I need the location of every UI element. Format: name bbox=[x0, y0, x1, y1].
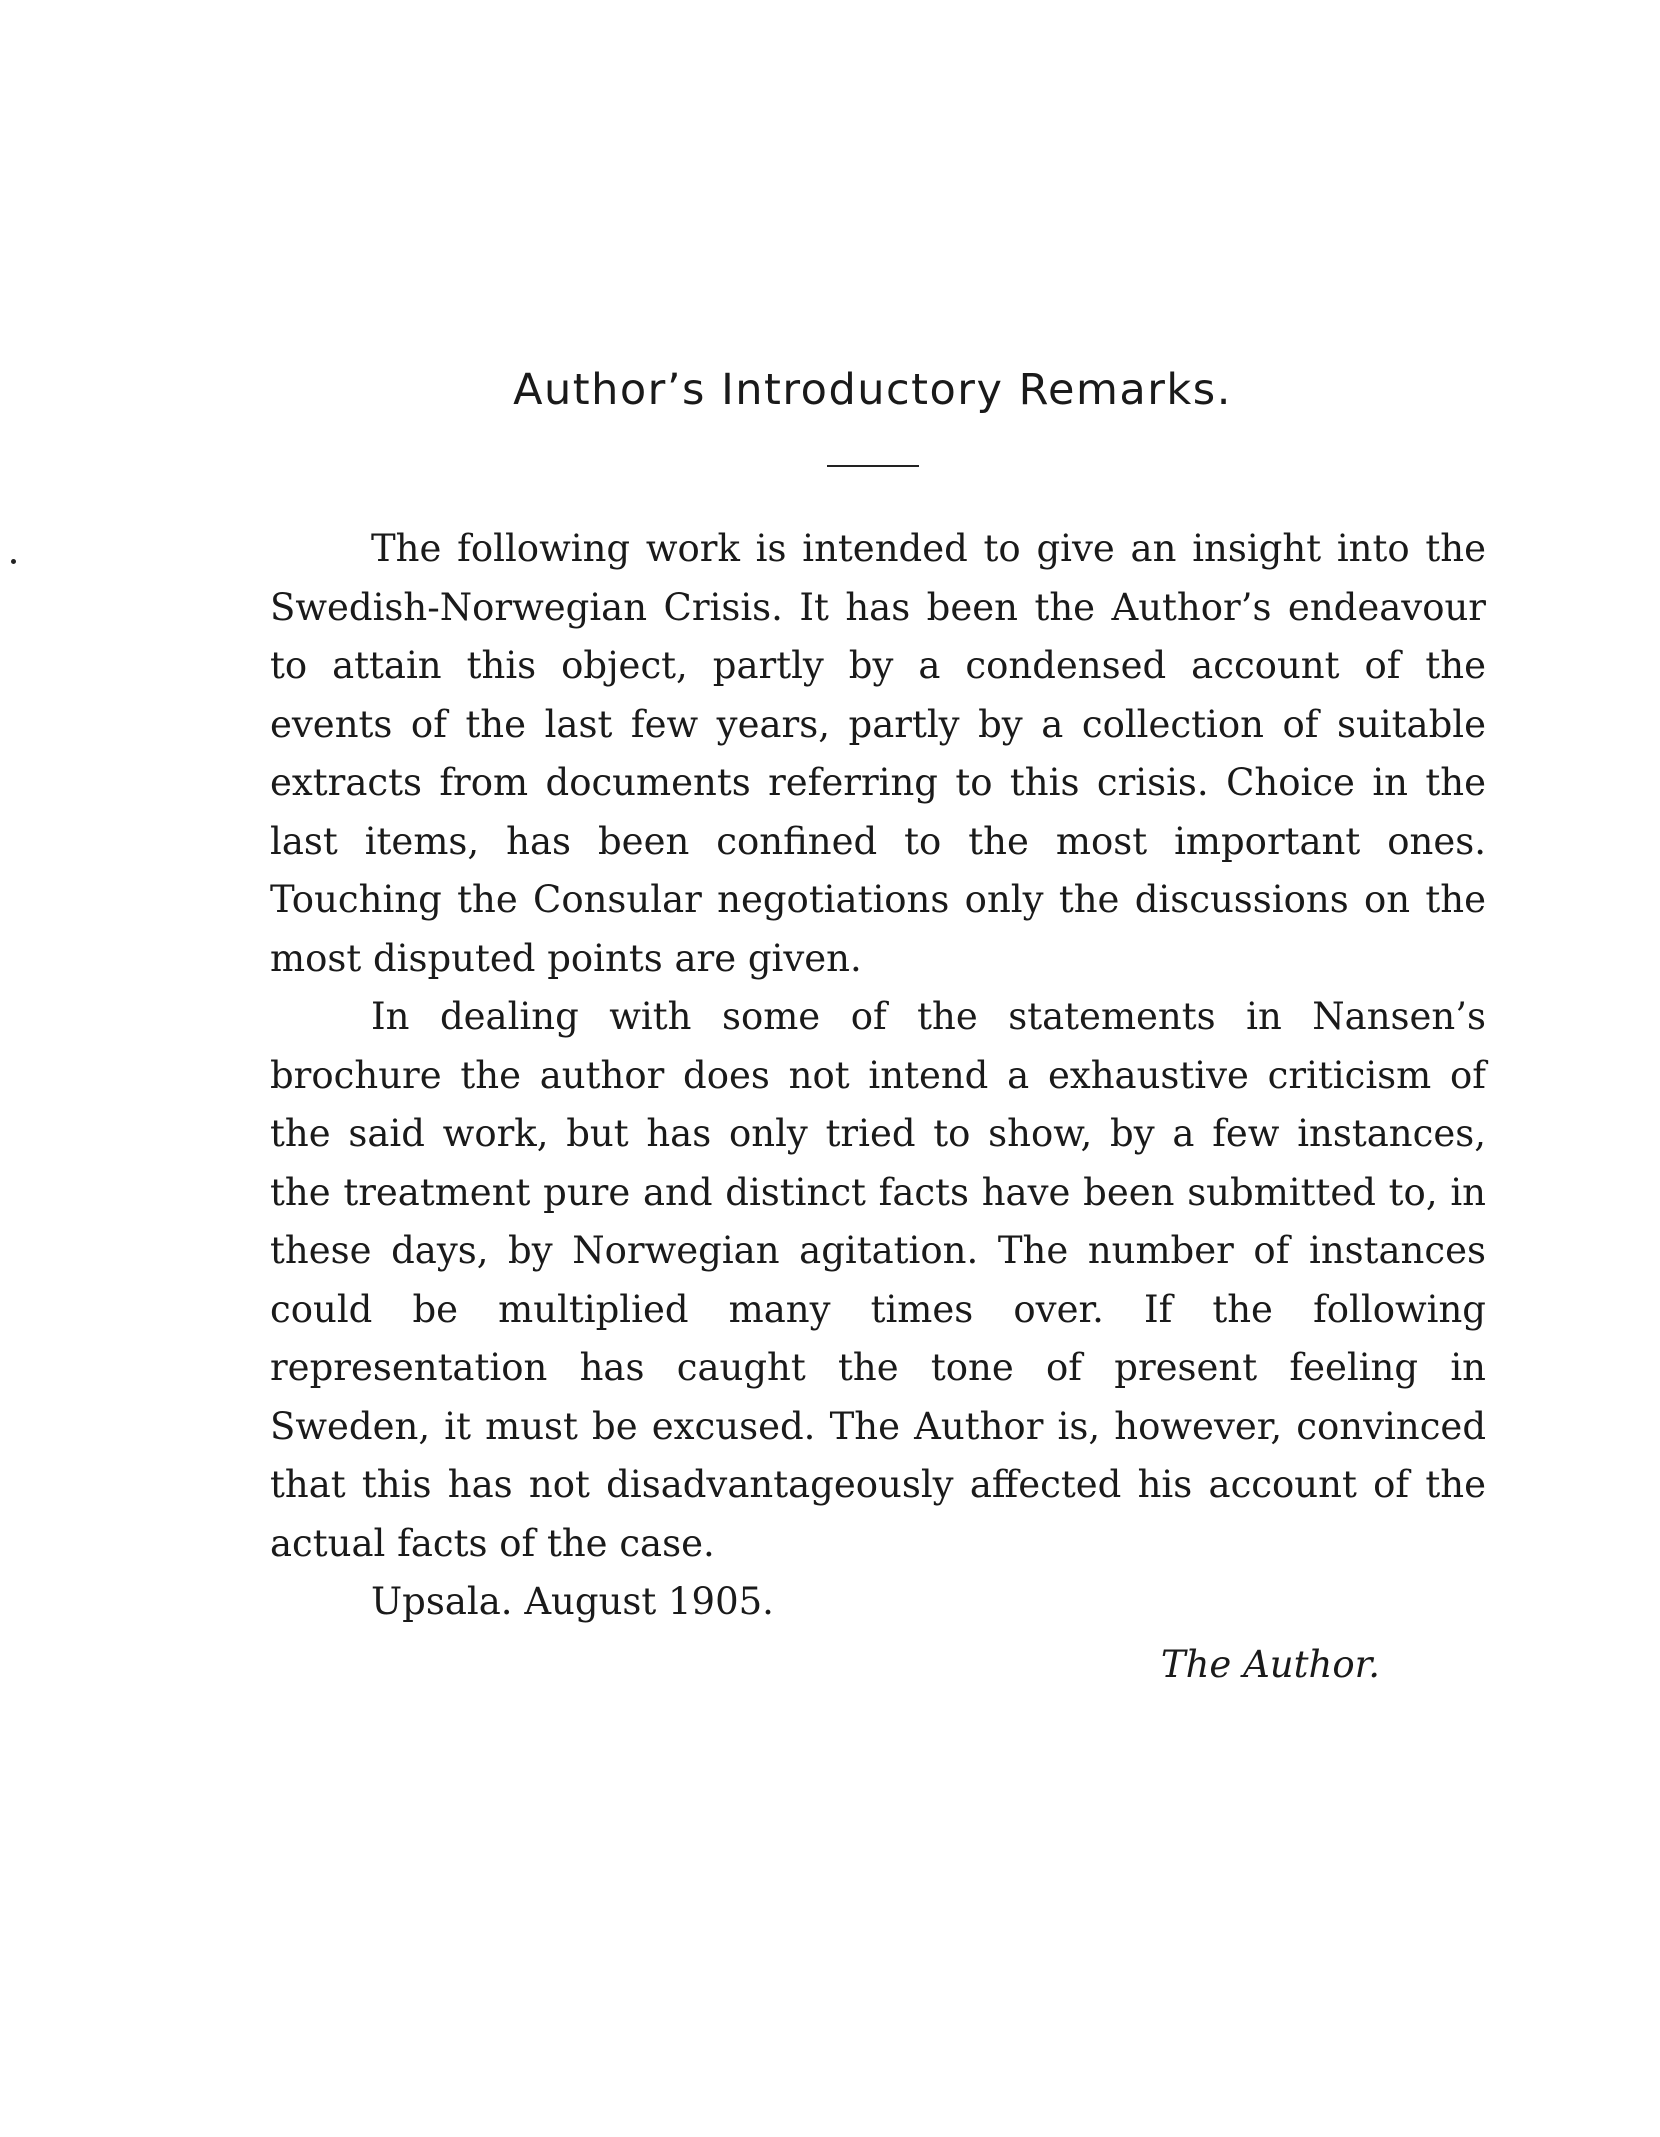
signature: The Author. bbox=[1160, 1643, 1380, 1686]
dateline: Upsala. August 1905. bbox=[371, 1580, 774, 1623]
body-text bbox=[270, 520, 1486, 1632]
paragraph-2: In dealing with some of the statements in Nansen’s brochure the author does not intend a exhaustive criticism of the said work, but has only tried to show, by a few instances, the treatment pure and distinct facts have been submitted to, in these days, by Norwegian agitation. The number of instances could be multiplied many times over. If the following representation has caught the tone of present feeling in Sweden, it must be excused. The Author is, however, convinced that this has not disadvantageously affected his account of the actual facts of the case. bbox=[270, 995, 1486, 1565]
paragraph-1: The following work is intended to give an insight into the Swedish-Norwegian Crisis. It has been the Author’s endeavour to attain this object, partly by a condensed account of the events of the last few years, partly by a collection of suitable extracts from documents referring to this crisis. Choice in the last items, has been confined to the most important ones. Touching the Consular negotiations only the discussions on the most disputed points are given. bbox=[270, 527, 1486, 980]
margin-mark bbox=[11, 559, 16, 564]
title-divider bbox=[827, 465, 919, 467]
page-title: Author’s Introductory Remarks. bbox=[513, 365, 1232, 415]
